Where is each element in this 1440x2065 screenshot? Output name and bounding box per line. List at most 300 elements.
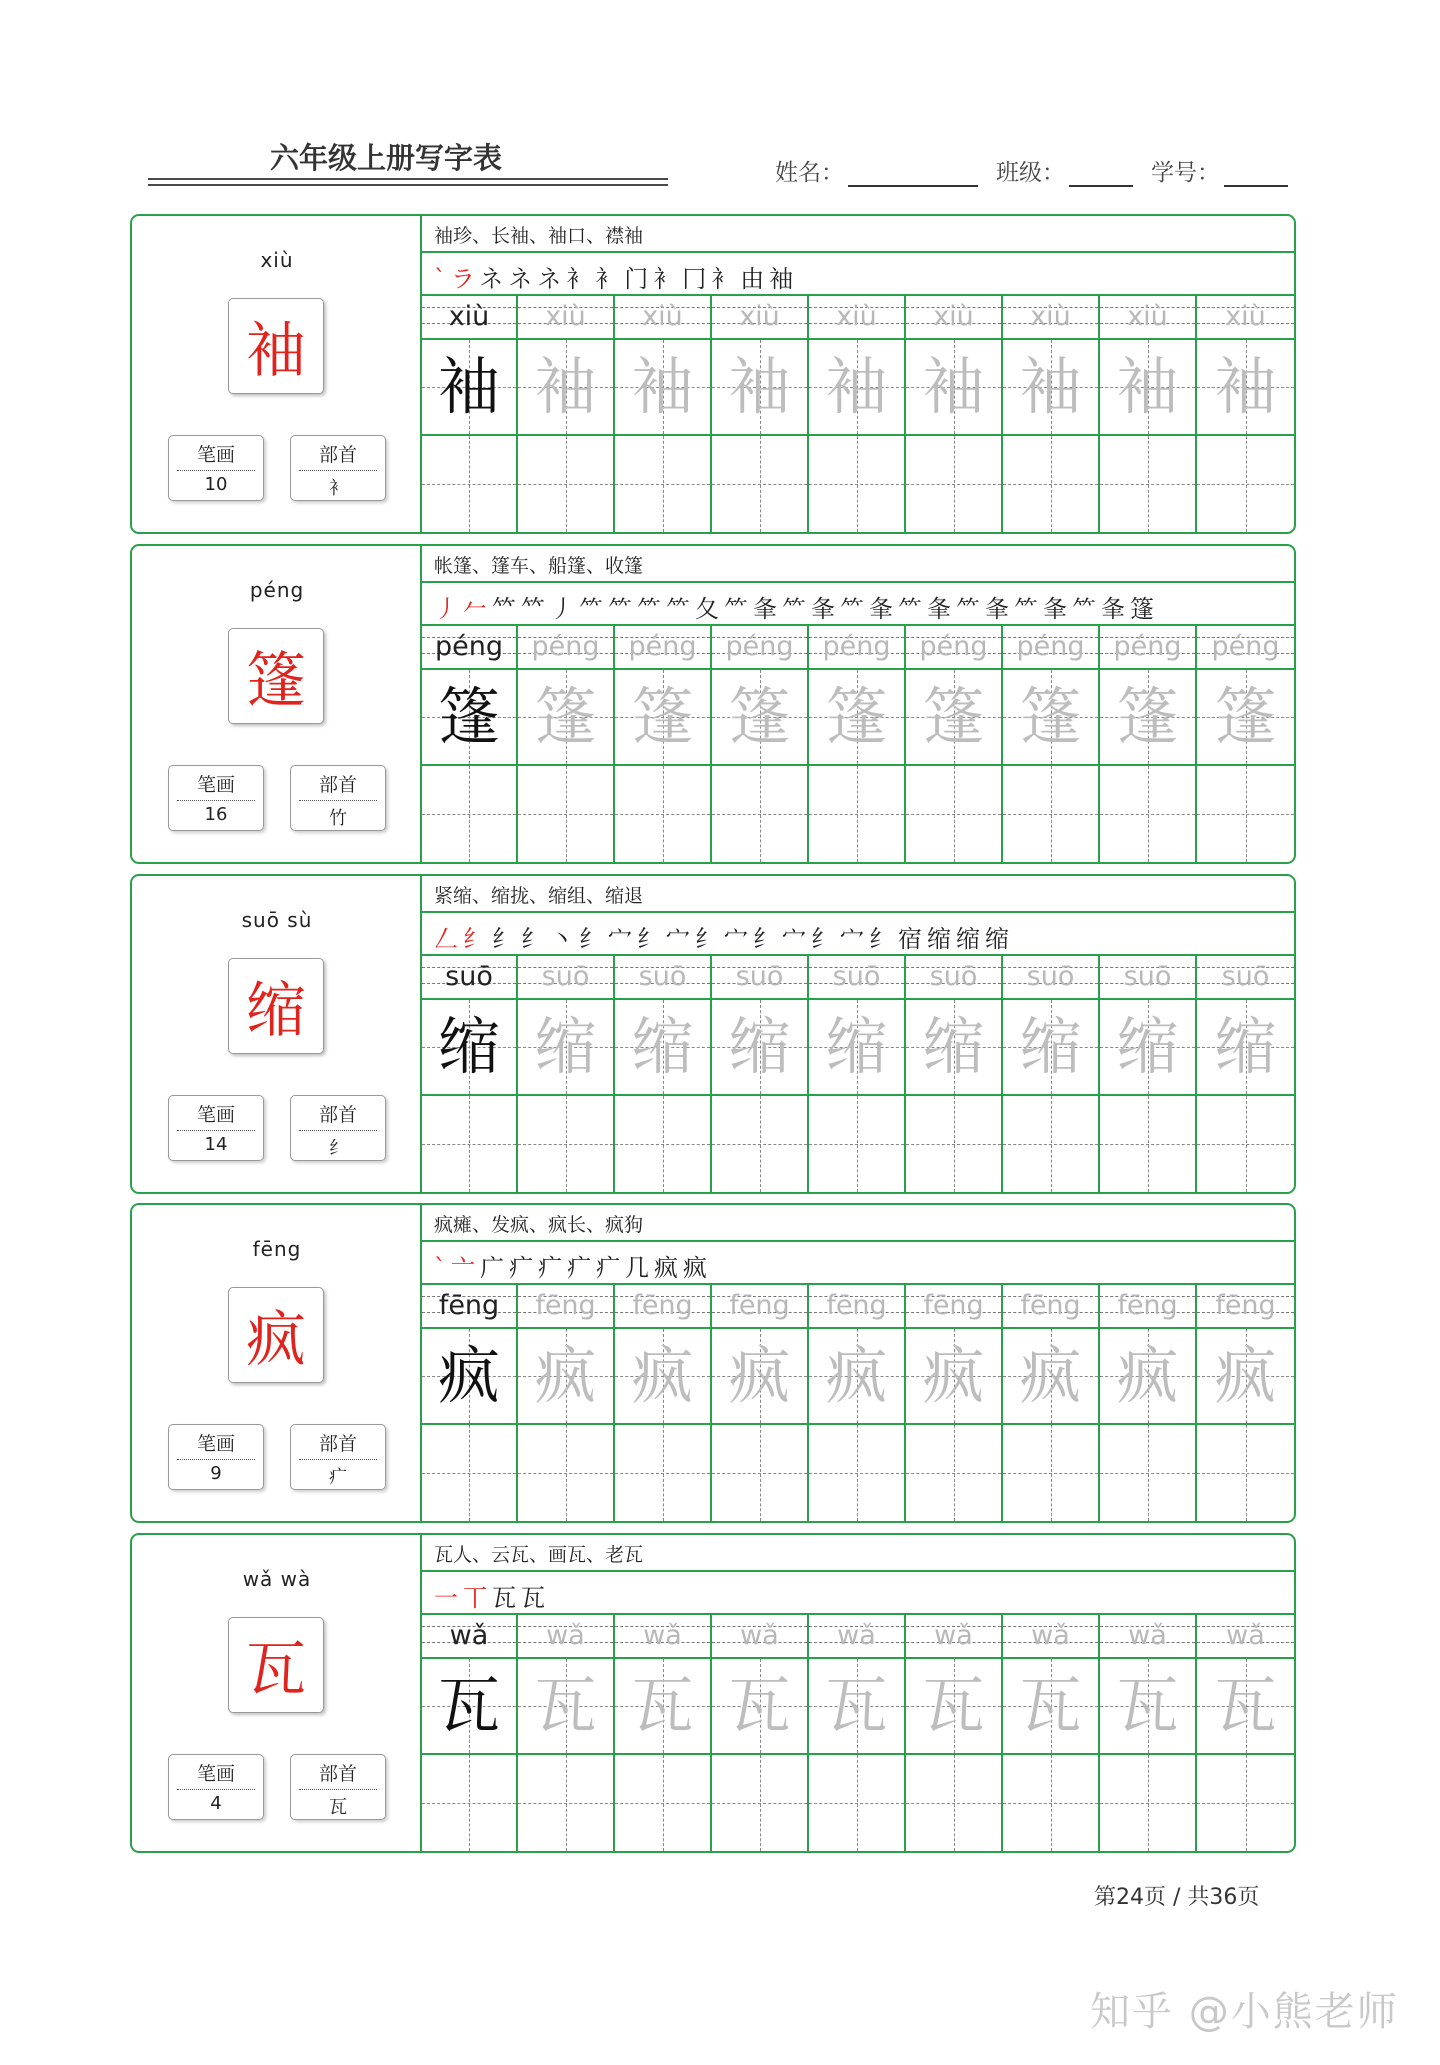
pinyin-practice-cell[interactable] [712, 296, 809, 340]
blank-practice-cell[interactable] [906, 436, 1003, 532]
trace-character: 瓦 [1019, 1669, 1082, 1742]
class-field[interactable] [996, 154, 1133, 187]
stroke-order-row [422, 253, 1294, 296]
guide-line [1003, 484, 1098, 485]
character-practice-cell[interactable] [1197, 670, 1294, 766]
stroke-step: ⺮夆 [956, 595, 1014, 623]
character-practice-cell[interactable] [1003, 670, 1100, 766]
trace-pinyin: wǎ [643, 1620, 682, 1651]
trace-character: 缩 [1214, 1010, 1277, 1083]
character-practice-cell[interactable] [518, 670, 615, 766]
guide-line [712, 814, 807, 815]
example-words-row [422, 1205, 1294, 1242]
character-practice-cell[interactable] [1197, 1000, 1294, 1096]
pinyin-practice-cell[interactable] [809, 296, 906, 340]
pinyin-practice-cell[interactable] [712, 1615, 809, 1659]
trace-pinyin: wǎ [1031, 1620, 1070, 1651]
pinyin-practice-cell[interactable] [1100, 956, 1197, 1000]
title-underline-2 [148, 184, 668, 186]
pinyin-practice-cell[interactable] [422, 956, 518, 1000]
stroke-step: ネ [479, 265, 509, 293]
trace-pinyin: fēng [826, 1290, 887, 1321]
class-blank[interactable] [1069, 161, 1133, 187]
example-words: 瓦人、云瓦、画瓦、老瓦 [434, 1544, 644, 1566]
character-practice-cell[interactable] [615, 670, 712, 766]
guide-line [1197, 1473, 1294, 1474]
id-label: 学号： [1151, 160, 1220, 186]
trace-pinyin: suō [1221, 961, 1270, 992]
pinyin-practice-cell[interactable] [518, 1285, 615, 1329]
blank-practice-cell[interactable] [1003, 1755, 1100, 1851]
blank-practice-cell[interactable] [712, 436, 809, 532]
guide-line [1100, 1144, 1195, 1145]
character-display: 缩 [228, 958, 324, 1054]
blank-practice-cell[interactable] [422, 436, 518, 532]
pinyin-practice-cell[interactable] [1197, 956, 1294, 1000]
guide-line [422, 1803, 516, 1804]
trace-character: 缩 [1116, 1010, 1179, 1083]
blank-practice-cell[interactable] [1197, 1425, 1294, 1521]
trace-pinyin: péng [1016, 631, 1085, 662]
model-character: 篷 [437, 680, 500, 753]
pinyin-practice-cell[interactable] [906, 1285, 1003, 1329]
blank-practice-cell[interactable] [809, 1755, 906, 1851]
trace-pinyin: xiù [1030, 301, 1071, 332]
blank-practice-cell[interactable] [615, 766, 712, 862]
blank-practice-cell[interactable] [1100, 436, 1197, 532]
blank-practice-cell[interactable] [615, 1755, 712, 1851]
character-practice-cell[interactable] [1197, 340, 1294, 436]
stroke-count-box [168, 1754, 264, 1820]
trace-character: 瓦 [1116, 1669, 1179, 1742]
trace-pinyin: suō [735, 961, 784, 992]
character-pinyin: fēng [252, 1237, 302, 1261]
trace-character: 缩 [534, 1010, 597, 1083]
guide-line [422, 484, 516, 485]
character-practice-cell[interactable] [615, 1000, 712, 1096]
page-number: 第24页 / 共36页 [1094, 1885, 1260, 1910]
trace-character: 篷 [825, 680, 888, 753]
divider [299, 470, 377, 471]
stroke-step: 丅 [463, 1584, 492, 1612]
pinyin-practice-cell[interactable] [906, 956, 1003, 1000]
pinyin-practice-cell[interactable] [1197, 626, 1294, 670]
practice-panel [422, 1535, 1294, 1851]
trace-character: 篷 [922, 680, 985, 753]
character-card [130, 214, 1296, 534]
stroke-step: ` [434, 1254, 451, 1282]
trace-pinyin: fēng [1020, 1290, 1081, 1321]
guide-line [1100, 1803, 1195, 1804]
character-practice-cell[interactable] [422, 340, 518, 436]
pinyin-practice-cell[interactable] [422, 1615, 518, 1659]
character-display: 瓦 [228, 1617, 324, 1713]
trace-character: 缩 [1019, 1010, 1082, 1083]
title-underline [148, 178, 668, 180]
character-practice-cell[interactable] [422, 1329, 518, 1425]
model-character: 瓦 [437, 1669, 500, 1742]
trace-pinyin: xiù [545, 301, 586, 332]
trace-character: 疯 [534, 1339, 597, 1412]
stroke-step: ⺮夆 [1072, 595, 1130, 623]
stroke-count-label: 笔画 [196, 774, 235, 796]
character-practice-cell[interactable] [1100, 670, 1197, 766]
character-pinyin: wǎ wà [242, 1567, 312, 1591]
blank-practice-cell[interactable] [1100, 1096, 1197, 1192]
pinyin-practice-cell[interactable] [906, 296, 1003, 340]
guide-line [712, 1473, 807, 1474]
stroke-count-value: 10 [204, 474, 228, 495]
model-pinyin: xiù [448, 301, 490, 332]
character-practice-cell[interactable] [422, 1659, 518, 1755]
trace-character: 袖 [534, 350, 597, 423]
guide-line [712, 1803, 807, 1804]
guide-line [1100, 484, 1195, 485]
stroke-step: ネ [537, 265, 567, 293]
trace-pinyin: suō [832, 961, 881, 992]
pinyin-practice-cell[interactable] [809, 626, 906, 670]
trace-character: 瓦 [534, 1669, 597, 1742]
stroke-step: 𥫗 [492, 595, 521, 623]
pinyin-practice-cell[interactable] [1003, 296, 1100, 340]
blank-practice-cell[interactable] [518, 1425, 615, 1521]
stroke-step: ⺮ [579, 595, 608, 623]
blank-practice-cell[interactable] [1197, 1755, 1294, 1851]
guide-line [906, 1144, 1001, 1145]
character-display: 疯 [228, 1287, 324, 1383]
trace-pinyin: wǎ [1128, 1620, 1167, 1651]
blank-practice-cell[interactable] [809, 1425, 906, 1521]
pinyin-practice-cell[interactable] [518, 296, 615, 340]
model-character: 袖 [437, 350, 500, 423]
character-practice-cell[interactable] [712, 1329, 809, 1425]
blank-practice-cell[interactable] [422, 1096, 518, 1192]
pinyin-practice-cell[interactable] [1100, 1615, 1197, 1659]
guide-line [712, 1144, 807, 1145]
name-blank[interactable] [848, 161, 978, 187]
blank-practice-cell[interactable] [906, 1755, 1003, 1851]
stroke-step: 疒 [509, 1254, 538, 1282]
character-practice-cell[interactable] [809, 1659, 906, 1755]
radical-box [290, 765, 386, 831]
example-words-row [422, 216, 1294, 253]
trace-character: 瓦 [1214, 1669, 1277, 1742]
pinyin-practice-cell[interactable] [615, 1285, 712, 1329]
radical-label: 部首 [318, 1104, 357, 1126]
character-practice-cell[interactable] [906, 1000, 1003, 1096]
pinyin-practice-cell[interactable] [1003, 956, 1100, 1000]
stroke-step: ネ [508, 265, 538, 293]
stroke-step: ⺮夆 [1014, 595, 1072, 623]
pinyin-practice-cell[interactable] [1100, 1285, 1197, 1329]
pinyin-practice-cell[interactable] [518, 626, 615, 670]
blank-practice-cell[interactable] [615, 1425, 712, 1521]
blank-practice-cell[interactable] [422, 1755, 518, 1851]
character-practice-cell[interactable] [518, 340, 615, 436]
radical-label: 部首 [318, 444, 357, 466]
stroke-count-value: 16 [204, 804, 228, 825]
character-practice-cell[interactable] [906, 340, 1003, 436]
blank-practice-cell[interactable] [712, 1096, 809, 1192]
stroke-order-sequence [434, 1248, 712, 1283]
pinyin-practice-cell[interactable] [712, 626, 809, 670]
pinyin-practice-cell[interactable] [1197, 1285, 1294, 1329]
character-practice-cell[interactable] [809, 670, 906, 766]
character-practice-cell[interactable] [518, 1000, 615, 1096]
model-pinyin: suō [445, 961, 493, 992]
character-practice-cell[interactable] [712, 1000, 809, 1096]
blank-practice-cell[interactable] [1003, 1425, 1100, 1521]
trace-character: 瓦 [631, 1669, 694, 1742]
stroke-step: 纟宀 [579, 925, 637, 953]
guide-line [1003, 1473, 1098, 1474]
blank-practice-cell[interactable] [906, 1096, 1003, 1192]
stroke-count-box [168, 1424, 264, 1490]
character-practice-cell[interactable] [712, 340, 809, 436]
blank-practice-cell[interactable] [1197, 1096, 1294, 1192]
character-practice-cell[interactable] [615, 1659, 712, 1755]
radical-value: 衤 [329, 478, 347, 499]
divider [299, 1130, 377, 1131]
character-practice-cell[interactable] [1003, 340, 1100, 436]
divider [177, 800, 255, 801]
character-practice-cell[interactable] [1197, 1659, 1294, 1755]
blank-practice-cell[interactable] [1197, 436, 1294, 532]
trace-pinyin: péng [628, 631, 697, 662]
pinyin-practice-cell[interactable] [1003, 1285, 1100, 1329]
example-words: 袖珍、长袖、袖口、襟袖 [434, 225, 644, 247]
pinyin-practice-cell[interactable] [809, 956, 906, 1000]
example-words: 疯瘫、发疯、疯长、疯狗 [434, 1214, 644, 1236]
pinyin-practice-cell[interactable] [712, 1285, 809, 1329]
trace-character: 瓦 [728, 1669, 791, 1742]
trace-character: 缩 [825, 1010, 888, 1083]
pinyin-practice-cell[interactable] [1100, 626, 1197, 670]
trace-pinyin: wǎ [1226, 1620, 1265, 1651]
character-practice-cell[interactable] [809, 1000, 906, 1096]
pinyin-practice-cell[interactable] [615, 626, 712, 670]
trace-pinyin: fēng [923, 1290, 984, 1321]
character-info-panel [132, 1535, 422, 1851]
id-field[interactable] [1151, 154, 1288, 187]
character-practice-cell[interactable] [422, 670, 518, 766]
character-practice-cell[interactable] [518, 1659, 615, 1755]
radical-label: 部首 [318, 774, 357, 796]
stroke-step: ` [434, 265, 451, 293]
stroke-step: 纟宿 [869, 925, 927, 953]
stroke-step: ⺮ [608, 595, 637, 623]
stroke-step: ⺮夂 [666, 595, 724, 623]
blank-practice-cell[interactable] [518, 766, 615, 862]
blank-practice-cell[interactable] [712, 766, 809, 862]
blank-practice-cell[interactable] [906, 766, 1003, 862]
pinyin-practice-cell[interactable] [615, 1615, 712, 1659]
trace-character: 疯 [728, 1339, 791, 1412]
pinyin-practice-cell[interactable] [1003, 1615, 1100, 1659]
pinyin-practice-cell[interactable] [518, 1615, 615, 1659]
id-blank[interactable] [1224, 161, 1288, 187]
character-practice-cell[interactable] [615, 340, 712, 436]
character-practice-cell[interactable] [712, 670, 809, 766]
blank-practice-cell[interactable] [1100, 1755, 1197, 1851]
blank-practice-cell[interactable] [615, 436, 712, 532]
character-practice-cell[interactable] [906, 670, 1003, 766]
pinyin-practice-cell[interactable] [712, 956, 809, 1000]
stroke-step: ⺮夆 [782, 595, 840, 623]
blank-practice-cell[interactable] [1100, 1425, 1197, 1521]
stroke-step: 丿 [434, 595, 463, 623]
guide-line [906, 1473, 1001, 1474]
stroke-step: ⺮夆 [898, 595, 956, 623]
guide-line [1003, 1803, 1098, 1804]
character-practice-cell[interactable] [906, 1329, 1003, 1425]
pinyin-practice-cell[interactable] [422, 626, 518, 670]
guide-line [422, 1473, 516, 1474]
stroke-step: 亠 [451, 1254, 480, 1282]
stroke-order-row [422, 583, 1294, 626]
character-info-panel [132, 216, 422, 532]
blank-practice-cell[interactable] [1003, 436, 1100, 532]
trace-pinyin: xiù [642, 301, 683, 332]
blank-practice-cell[interactable] [1197, 766, 1294, 862]
pinyin-practice-cell[interactable] [906, 626, 1003, 670]
page-title: 六年级上册写字表 [270, 141, 503, 175]
trace-character: 篷 [1116, 680, 1179, 753]
pinyin-practice-cell[interactable] [906, 1615, 1003, 1659]
example-words-row [422, 876, 1294, 913]
guide-line [615, 484, 710, 485]
trace-pinyin: xiù [739, 301, 780, 332]
blank-practice-cell[interactable] [712, 1425, 809, 1521]
character-practice-cell[interactable] [712, 1659, 809, 1755]
pinyin-practice-cell[interactable] [1003, 626, 1100, 670]
character-practice-cell[interactable] [1100, 340, 1197, 436]
trace-character: 篷 [631, 680, 694, 753]
stroke-step: 纟 [463, 925, 492, 953]
stroke-count-label: 笔画 [196, 444, 235, 466]
stroke-count-box [168, 1095, 264, 1161]
model-pinyin: fēng [438, 1290, 500, 1321]
blank-practice-cell[interactable] [1100, 766, 1197, 862]
character-practice-cell[interactable] [422, 1000, 518, 1096]
trace-character: 袖 [1116, 350, 1179, 423]
pinyin-practice-cell[interactable] [1197, 296, 1294, 340]
trace-character: 篷 [1214, 680, 1277, 753]
blank-practice-cell[interactable] [809, 1096, 906, 1192]
blank-practice-cell[interactable] [809, 766, 906, 862]
pinyin-practice-cell[interactable] [615, 296, 712, 340]
guide-line [1197, 1803, 1294, 1804]
character-practice-cell[interactable] [1003, 1659, 1100, 1755]
stroke-step: 缩 [956, 925, 985, 953]
character-practice-cell[interactable] [1100, 1000, 1197, 1096]
pinyin-practice-cell[interactable] [809, 1615, 906, 1659]
stroke-order-row [422, 913, 1294, 956]
character-practice-cell[interactable] [906, 1659, 1003, 1755]
stroke-order-sequence [434, 1578, 550, 1613]
pinyin-practice-cell[interactable] [422, 296, 518, 340]
trace-character: 袖 [825, 350, 888, 423]
character-practice-cell[interactable] [615, 1329, 712, 1425]
pinyin-practice-cell[interactable] [615, 956, 712, 1000]
trace-pinyin: péng [822, 631, 891, 662]
character-practice-cell[interactable] [1100, 1659, 1197, 1755]
stroke-step: 疒 [567, 1254, 596, 1282]
guide-line [615, 1144, 710, 1145]
trace-character: 疯 [1019, 1339, 1082, 1412]
trace-character: 缩 [728, 1010, 791, 1083]
blank-practice-cell[interactable] [712, 1755, 809, 1851]
trace-pinyin: wǎ [837, 1620, 876, 1651]
blank-practice-cell[interactable] [906, 1425, 1003, 1521]
divider [177, 470, 255, 471]
guide-line [518, 1803, 613, 1804]
pinyin-practice-cell[interactable] [422, 1285, 518, 1329]
divider [299, 800, 377, 801]
character-practice-cell[interactable] [809, 1329, 906, 1425]
trace-character: 袖 [1019, 350, 1082, 423]
blank-practice-cell[interactable] [518, 1755, 615, 1851]
pinyin-practice-cell[interactable] [518, 956, 615, 1000]
stroke-step: 纟宀 [811, 925, 869, 953]
blank-practice-cell[interactable] [518, 1096, 615, 1192]
trace-character: 袖 [728, 350, 791, 423]
blank-practice-cell[interactable] [1003, 766, 1100, 862]
guide-line [422, 814, 516, 815]
character-info-panel [132, 546, 422, 862]
character-practice-cell[interactable] [1003, 1000, 1100, 1096]
blank-practice-cell[interactable] [422, 766, 518, 862]
guide-line [422, 1144, 516, 1145]
model-pinyin: wǎ [449, 1620, 489, 1651]
blank-practice-cell[interactable] [518, 436, 615, 532]
character-practice-cell[interactable] [1100, 1329, 1197, 1425]
stroke-count-label: 笔画 [196, 1104, 235, 1126]
blank-practice-cell[interactable] [809, 436, 906, 532]
character-practice-cell[interactable] [518, 1329, 615, 1425]
pinyin-practice-cell[interactable] [1197, 1615, 1294, 1659]
stroke-step: 缩 [927, 925, 956, 953]
stroke-step: 纟宀 [753, 925, 811, 953]
blank-practice-cell[interactable] [1003, 1096, 1100, 1192]
stroke-step: 疯 [654, 1254, 683, 1282]
character-card [130, 544, 1296, 864]
pinyin-practice-cell[interactable] [809, 1285, 906, 1329]
trace-character: 瓦 [922, 1669, 985, 1742]
blank-practice-cell[interactable] [615, 1096, 712, 1192]
character-practice-cell[interactable] [1003, 1329, 1100, 1425]
trace-character: 疯 [631, 1339, 694, 1412]
stroke-count-box [168, 765, 264, 831]
guide-line [906, 1803, 1001, 1804]
stroke-step: 疯 [683, 1254, 712, 1282]
character-practice-cell[interactable] [1197, 1329, 1294, 1425]
pinyin-practice-cell[interactable] [1100, 296, 1197, 340]
trace-pinyin: xiù [1127, 301, 1168, 332]
practice-panel [422, 1205, 1294, 1521]
stroke-step: 缩 [985, 925, 1014, 953]
trace-character: 缩 [631, 1010, 694, 1083]
blank-practice-cell[interactable] [422, 1425, 518, 1521]
stroke-step: ラ [451, 265, 480, 293]
stroke-step: 疒几 [596, 1254, 654, 1282]
stroke-count-label: 笔画 [196, 1763, 235, 1785]
character-practice-cell[interactable] [809, 340, 906, 436]
name-field[interactable] [775, 154, 978, 187]
guide-line [615, 1803, 710, 1804]
trace-character: 疯 [1214, 1339, 1277, 1412]
trace-pinyin: suō [929, 961, 978, 992]
